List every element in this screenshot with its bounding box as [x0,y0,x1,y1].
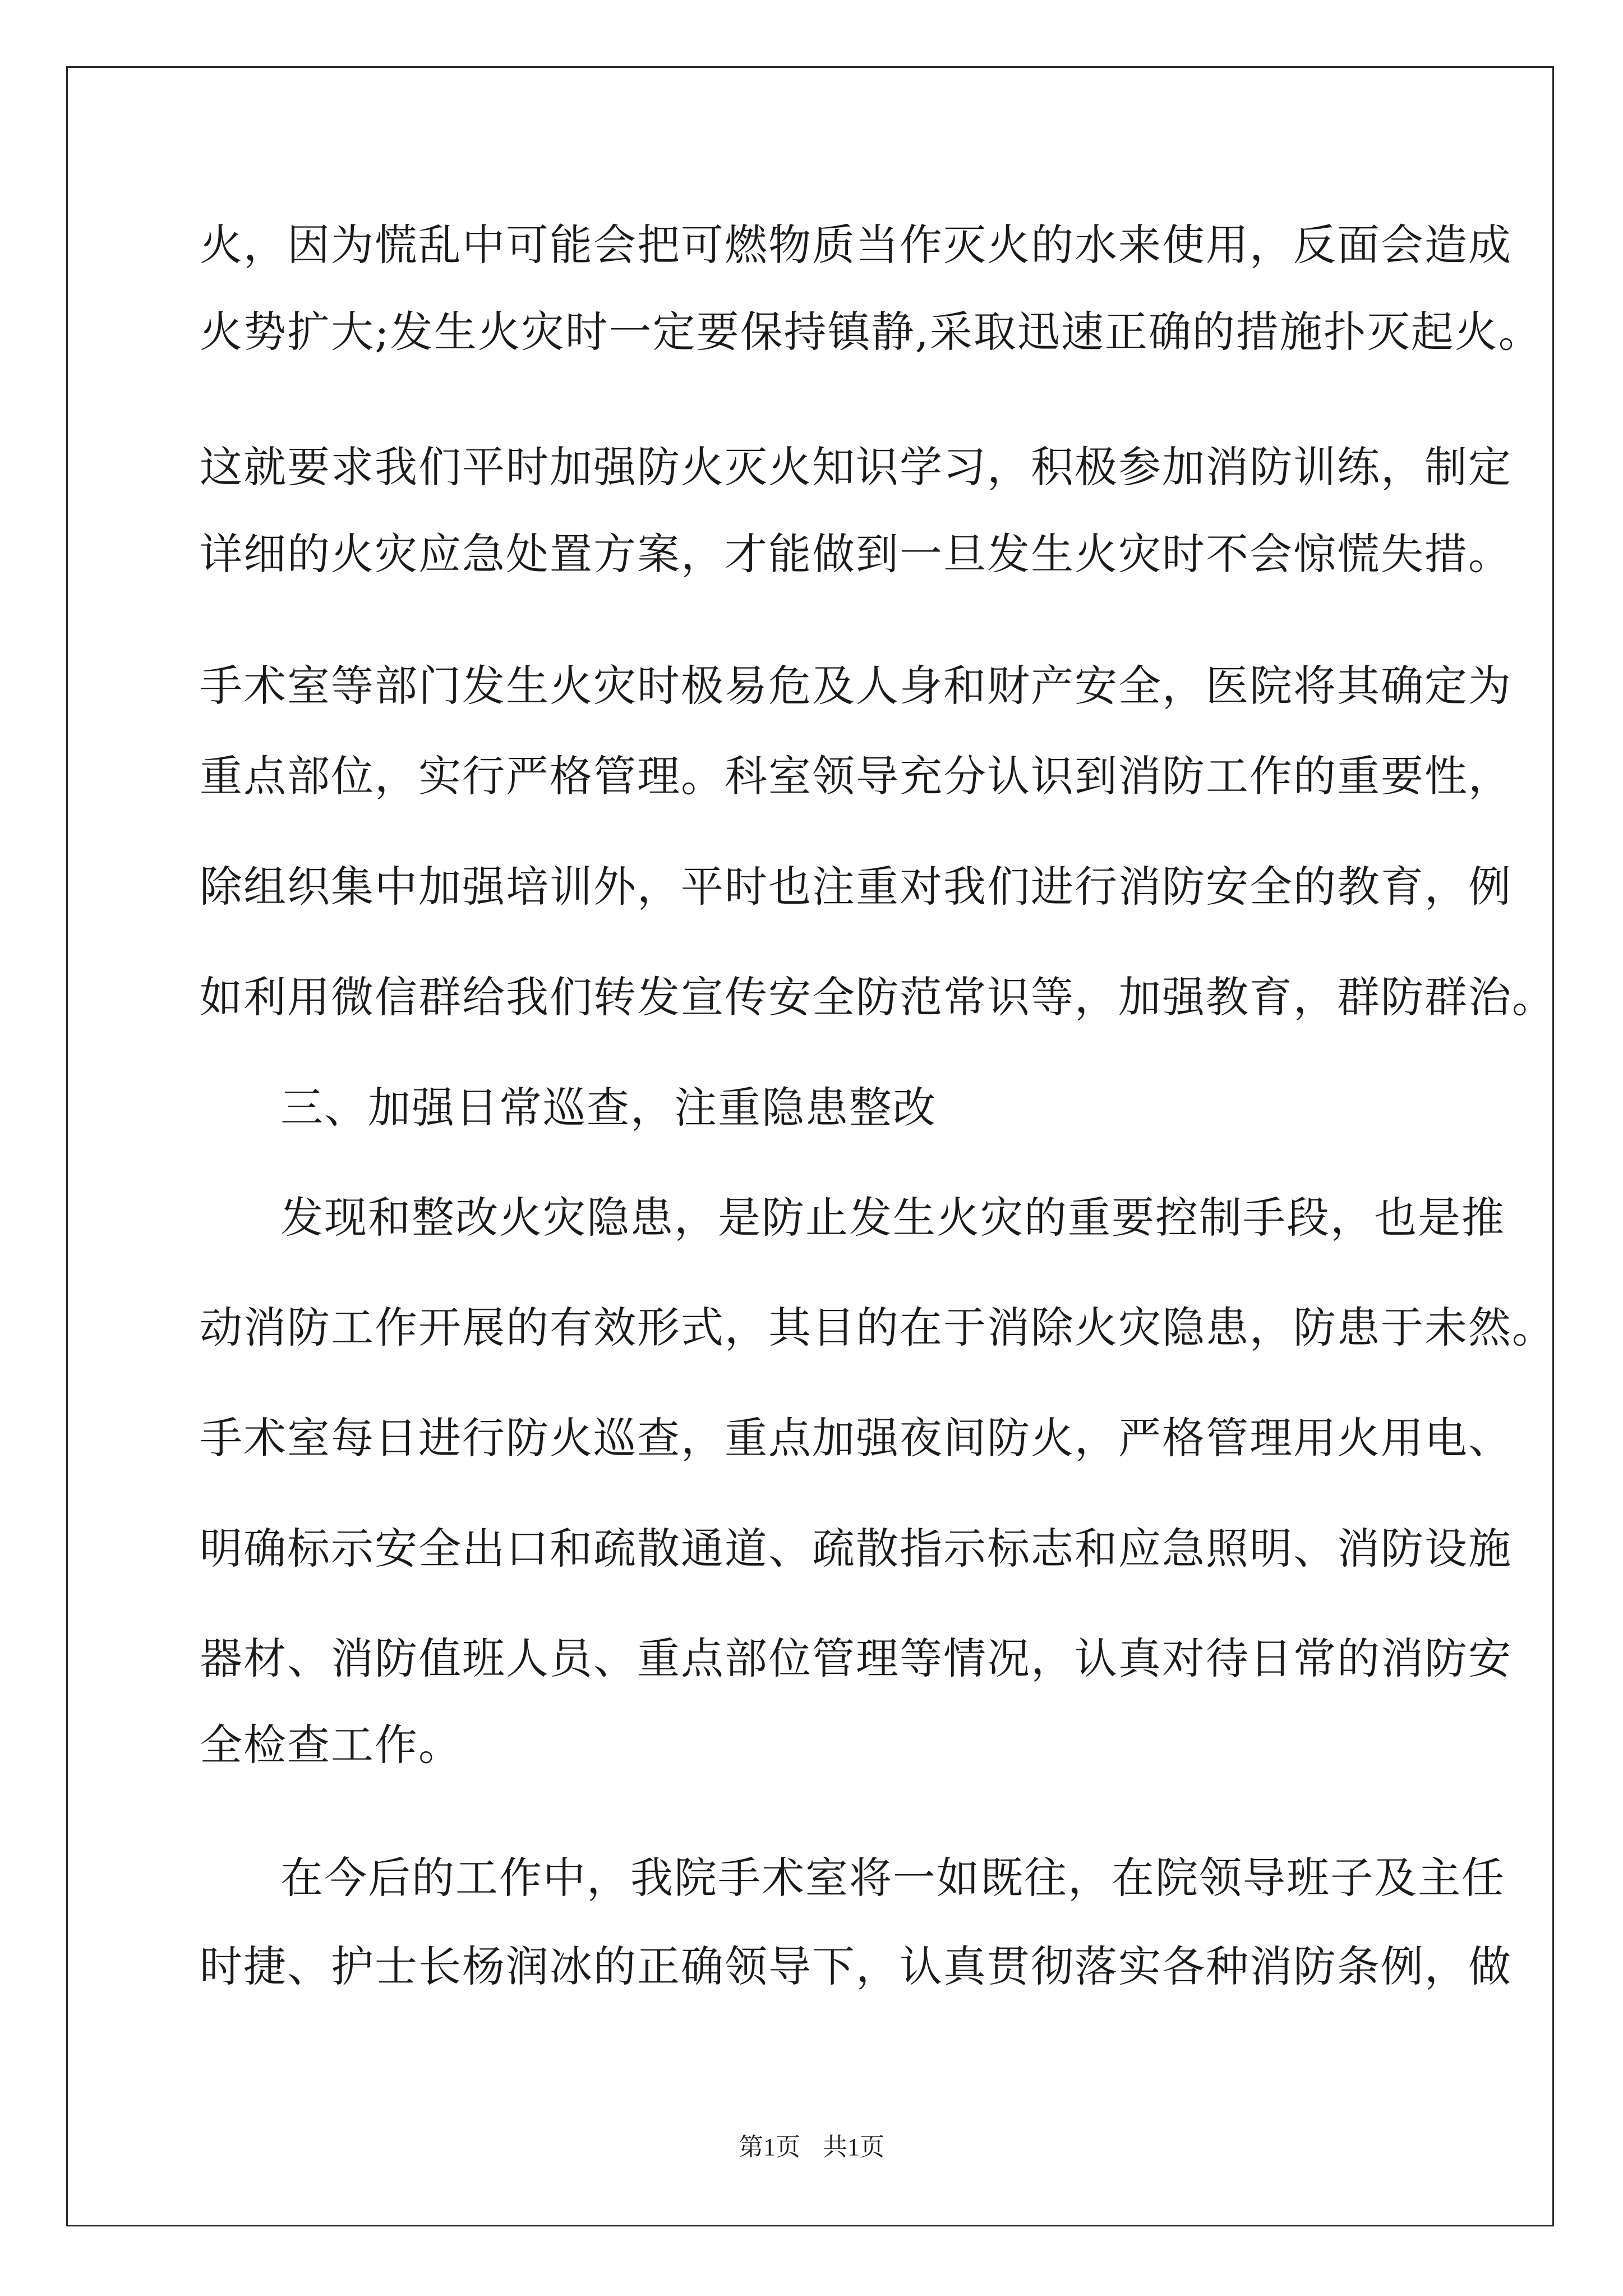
text-line: 详细的火灾应急处置方案，才能做到一旦发生火灾时不会惊慌失措。 [200,529,1512,579]
text-line: 时捷、护士长杨润冰的正确领导下，认真贯彻落实各种消防条例，做 [200,1941,1512,1991]
text-line: 火势扩大;发生火灾时一定要保持镇静,采取迅速正确的措施扑灭起火。 [200,307,1542,357]
text-line: 手术室等部门发生火灾时极易危及人身和财产安全，医院将其确定为 [200,661,1512,711]
text-line: 在今后的工作中，我院手术室将一如既往，在院领导班子及主任 [280,1853,1505,1903]
page-footer [0,2132,1623,2163]
page-number: 第1页 [739,2133,800,2161]
page-total: 共1页 [823,2133,884,2161]
text-line: 动消防工作开展的有效形式，其目的在于消除火灾隐患，防患于未然。 [200,1303,1556,1352]
text-line: 手术室每日进行防火巡查，重点加强夜间防火，严格管理用火用电、 [200,1413,1512,1463]
text-line: 如利用微信群给我们转发宣传安全防范常识等，加强教育，群防群治。 [200,972,1556,1022]
text-line: 除组织集中加强培训外，平时也注重对我们进行消防安全的教育，例 [200,862,1512,912]
text-line: 发现和整改火灾隐患，是防止发生火灾的重要控制手段，也是推 [280,1193,1505,1243]
section-heading: 三、加强日常巡查，注重隐患整改 [280,1083,937,1133]
text-line: 全检查工作。 [200,1720,462,1770]
text-line: 这就要求我们平时加强防火灭火知识学习，积极参加消防训练，制定 [200,442,1512,492]
text-line: 重点部位，实行严格管理。科室领导充分认识到消防工作的重要性， [200,751,1512,801]
text-line: 器材、消防值班人员、重点部位管理等情况，认真对待日常的消防安 [200,1634,1512,1683]
text-line: 明确标示安全出口和疏散通道、疏散指示标志和应急照明、消防设施 [200,1524,1512,1573]
text-line: 火，因为慌乱中可能会把可燃物质当作灭火的水来使用，反面会造成 [200,220,1512,270]
